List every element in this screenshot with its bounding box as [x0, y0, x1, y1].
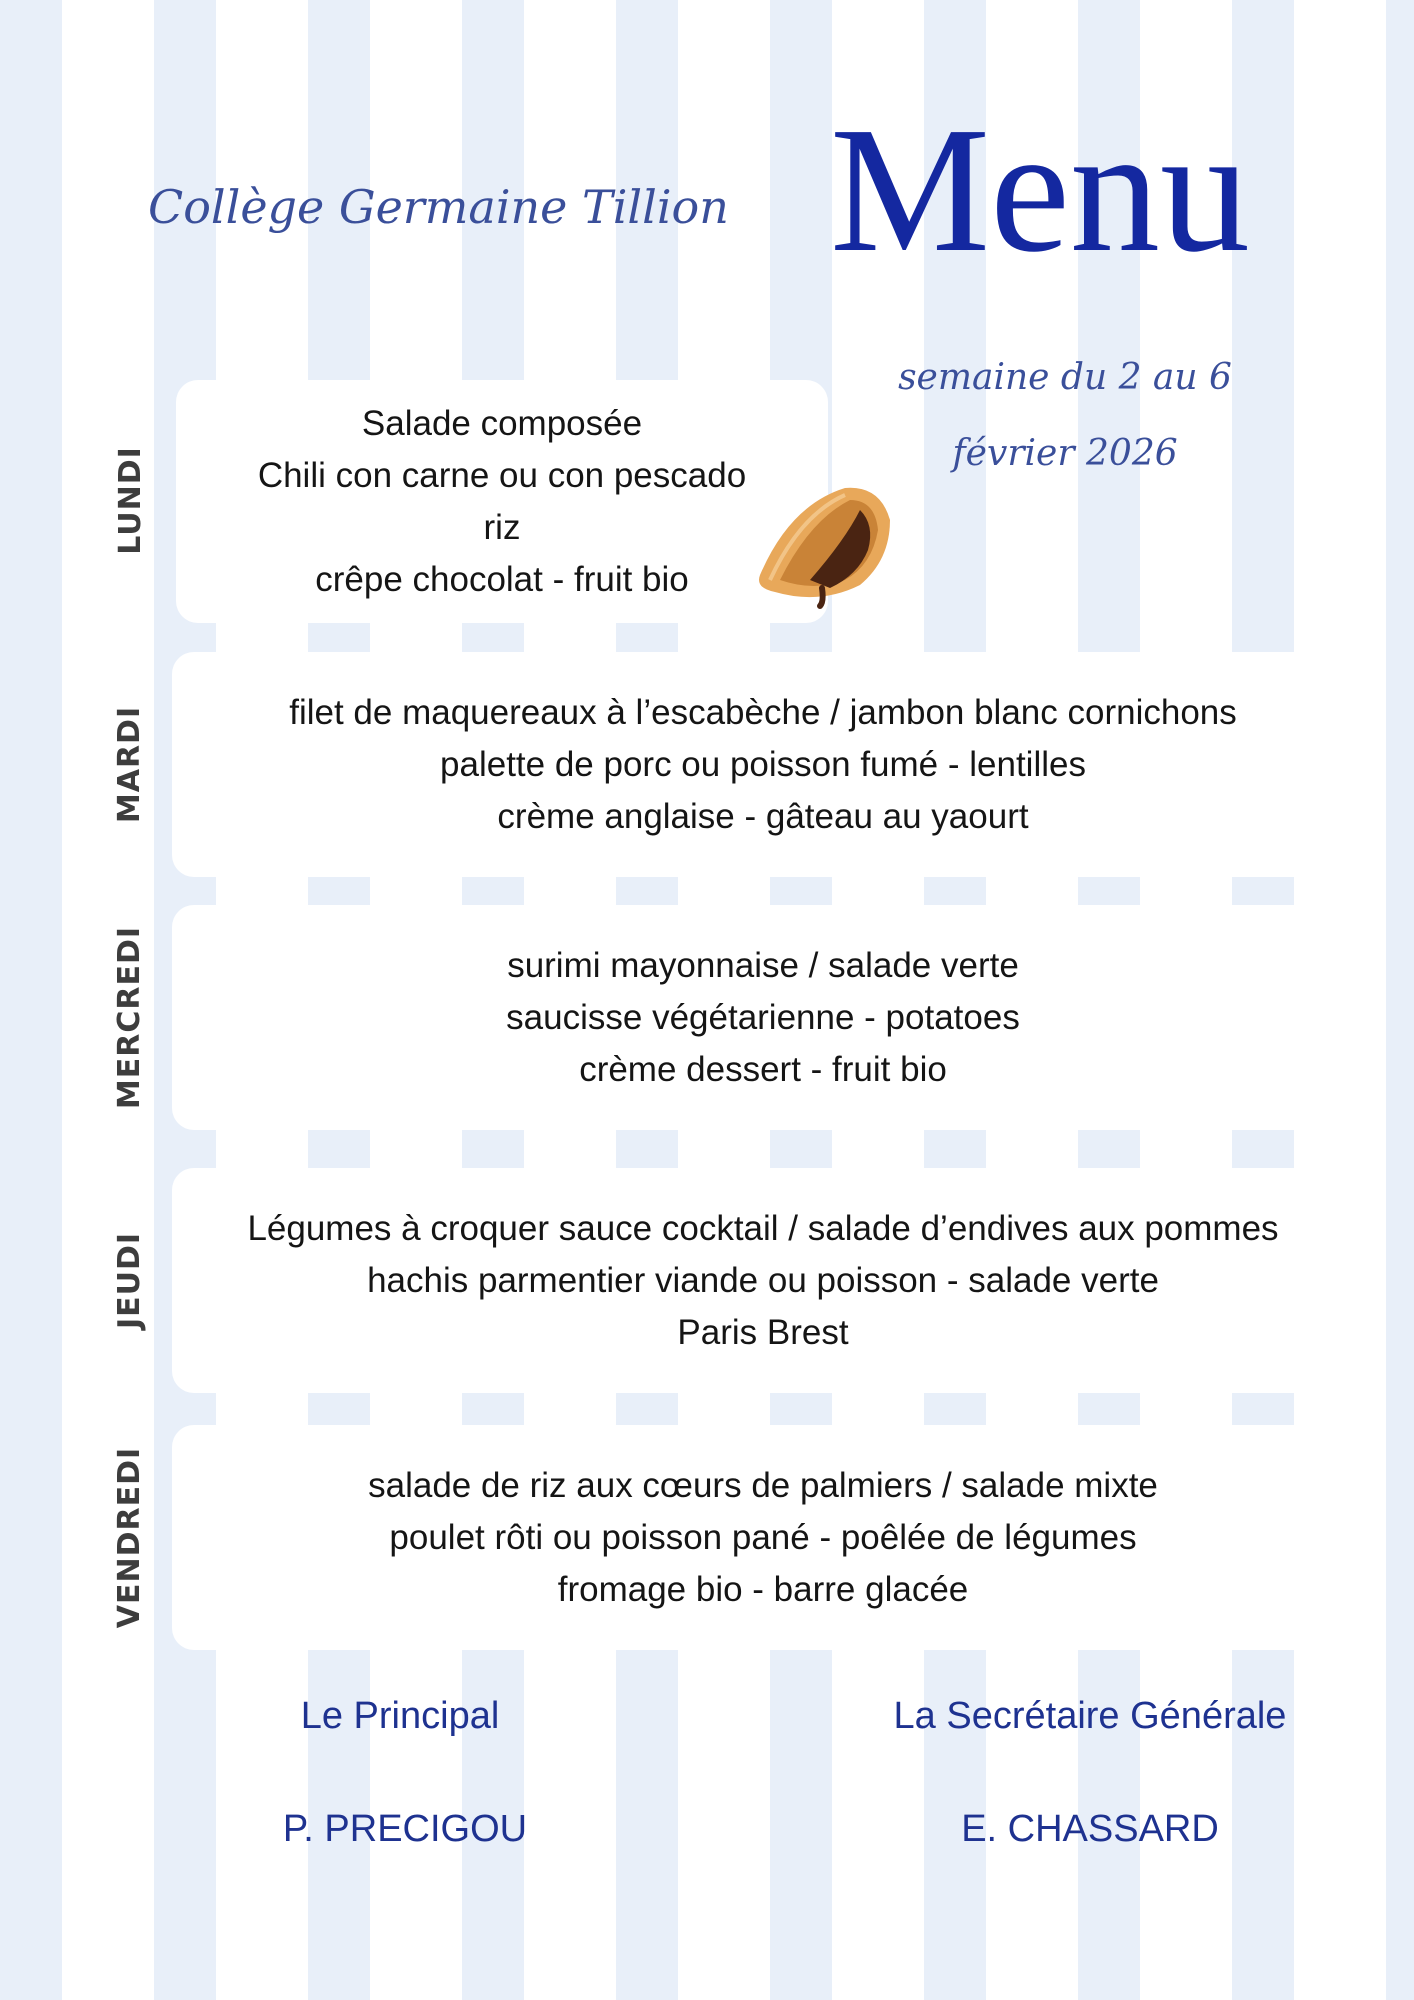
menu-card-mardi: [172, 652, 1354, 877]
day-label-mercredi: MERCREDI: [112, 925, 148, 1110]
signature-right-name: E. CHASSARD: [961, 1808, 1219, 1850]
day-label-mardi: MARDI: [112, 705, 148, 824]
page-title: Menu: [830, 90, 1250, 289]
menu-line: surimi mayonnaise / salade verte: [507, 945, 1019, 985]
menu-line: crêpe chocolat - fruit bio: [315, 559, 689, 599]
menu-line: Salade composée: [361, 403, 643, 443]
menu-line: saucisse végétarienne - potatoes: [506, 997, 1020, 1037]
menu-card-mercredi: [172, 905, 1354, 1130]
menu-card-lundi: [176, 380, 828, 623]
day-label-lundi: LUNDI: [112, 445, 148, 555]
day-label-vendredi: VENDREDI: [112, 1446, 148, 1629]
school-name: Collège Germaine Tillion: [148, 180, 729, 234]
signature-right-title: La Secrétaire Générale: [893, 1695, 1287, 1737]
menu-line: hachis parmentier viande ou poisson - salade verte: [367, 1260, 1159, 1300]
menu-line: salade de riz aux cœurs de palmiers / salade mixte: [368, 1465, 1158, 1505]
menu-line: riz: [483, 507, 521, 547]
menu-card-vendredi: [172, 1425, 1354, 1650]
week-dates: [840, 340, 1290, 492]
menu-line: fromage bio - barre glacée: [557, 1569, 969, 1609]
menu-line: crème dessert - fruit bio: [579, 1049, 947, 1089]
week-line-2: février 2026: [952, 433, 1178, 474]
crepe-icon: [750, 480, 895, 610]
signature-left-name: P. PRECIGOU: [282, 1808, 528, 1850]
menu-line: poulet rôti ou poisson pané - poêlée de légumes: [389, 1517, 1137, 1557]
menu-line: Légumes à croquer sauce cocktail / salade d’endives aux pommes: [247, 1208, 1279, 1248]
menu-line: filet de maquereaux à l’escabèche / jambon blanc cornichons: [289, 692, 1237, 732]
menu-line: Paris Brest: [677, 1312, 849, 1352]
day-label-jeudi: JEUDI: [112, 1231, 148, 1330]
menu-line: palette de porc ou poisson fumé - lentilles: [440, 744, 1086, 784]
signature-left-title: Le Principal: [300, 1695, 500, 1737]
menu-line: crème anglaise - gâteau au yaourt: [497, 796, 1029, 836]
menu-line: Chili con carne ou con pescado: [257, 455, 747, 495]
menu-card-jeudi: [172, 1168, 1354, 1393]
week-line-1: semaine du 2 au 6: [898, 357, 1232, 398]
